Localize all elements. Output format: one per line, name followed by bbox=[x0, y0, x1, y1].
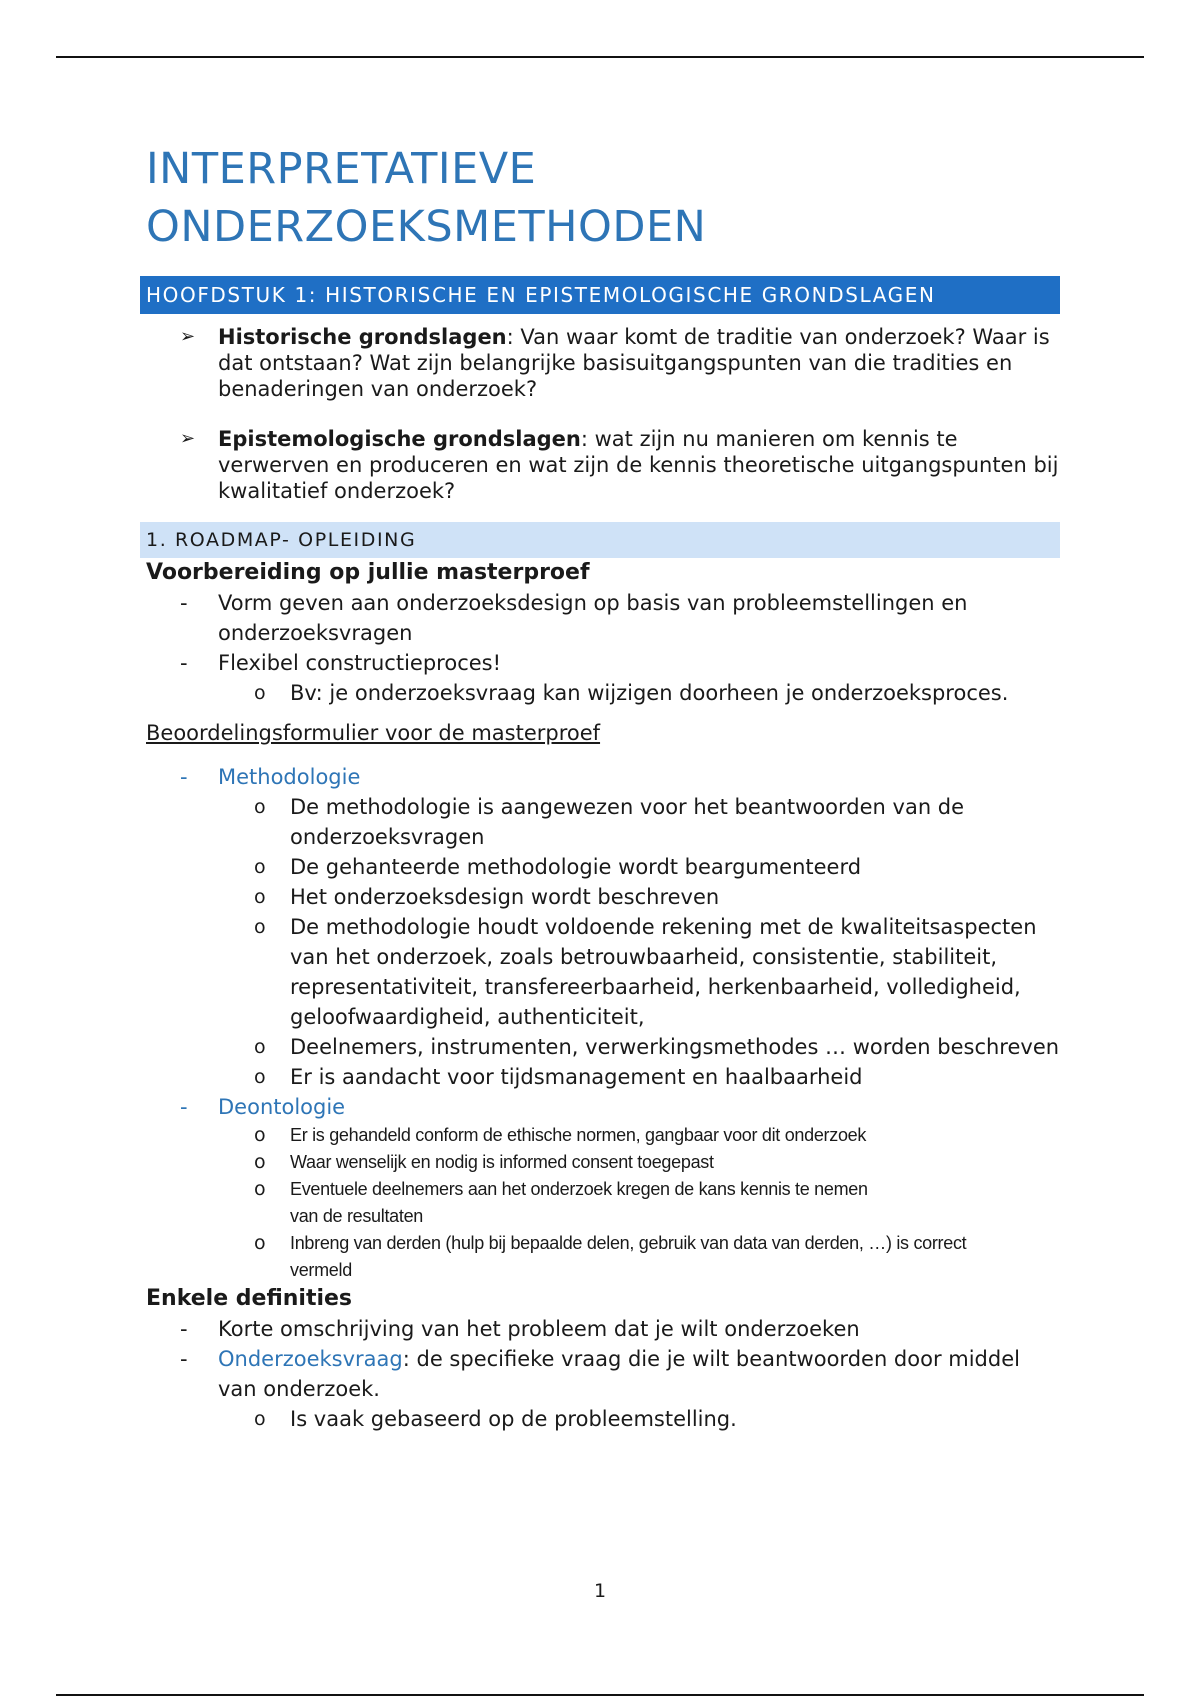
methodologie-sub-item bbox=[146, 912, 1060, 1032]
definition-item bbox=[146, 1344, 1060, 1404]
circle-bullet: o bbox=[254, 1151, 266, 1173]
methodologie-sub-item-text: Het onderzoeksdesign wordt beschreven bbox=[290, 885, 720, 909]
circle-bullet: o bbox=[254, 856, 266, 878]
circle-bullet: o bbox=[254, 1408, 266, 1430]
deontologie-sub-item-text: Eventuele deelnemers aan het onderzoek kregen de kans kennis te nemen van de resultaten bbox=[290, 1179, 868, 1226]
methodologie-sub-item bbox=[146, 792, 1060, 852]
title-line-1: INTERPRETATIEVE bbox=[146, 144, 537, 194]
methodologie-sub-item bbox=[146, 882, 1060, 912]
circle-bullet: o bbox=[254, 916, 266, 938]
intro-item-text: : wat zijn nu manieren om kennis te verwerven en produceren en wat zijn de kennis theoretische uitgangspunten bij kwalitatief onderzoek? bbox=[218, 427, 1059, 503]
dash-bullet: - bbox=[180, 591, 188, 615]
intro-item-historische bbox=[146, 324, 1060, 402]
prep-sub-item-text: Bv: je onderzoeksvraag kan wijzigen doorheen je onderzoeksproces. bbox=[290, 681, 1009, 705]
deontologie-sub-item-text: Waar wenselijk en nodig is informed consent toegepast bbox=[290, 1152, 714, 1172]
circle-bullet: o bbox=[254, 1066, 266, 1088]
top-rule bbox=[56, 56, 1144, 58]
intro-item-term: Epistemologische grondslagen bbox=[218, 427, 581, 451]
methodologie-item bbox=[146, 762, 1060, 792]
methodologie-sub-item bbox=[146, 1032, 1060, 1062]
methodologie-label: Methodologie bbox=[218, 765, 361, 789]
dash-bullet: - bbox=[180, 651, 188, 675]
arrow-bullet-icon: ➢ bbox=[180, 326, 196, 347]
dash-bullet: - bbox=[180, 765, 188, 789]
methodologie-sub-item bbox=[146, 1062, 1060, 1092]
form-heading: Beoordelingsformulier voor de masterproef bbox=[146, 721, 601, 745]
prep-item bbox=[146, 588, 1060, 648]
deontologie-sub-item-text: Er is gehandeld conform de ethische normen, gangbaar voor dit onderzoek bbox=[290, 1125, 867, 1145]
methodologie-sub-item-text: Er is aandacht voor tijdsmanagement en haalbaarheid bbox=[290, 1065, 863, 1089]
prep-item-text: Vorm geven aan onderzoeksdesign op basis van probleemstellingen en onderzoeksvragen bbox=[218, 591, 968, 645]
deontologie-sub-item bbox=[146, 1122, 1060, 1149]
page-content bbox=[146, 140, 1060, 1434]
chapter-heading: HOOFDSTUK 1: HISTORISCHE EN EPISTEMOLOGISCHE GRONDSLAGEN bbox=[140, 276, 1060, 314]
definition-term: Onderzoeksvraag bbox=[218, 1347, 403, 1371]
circle-bullet: o bbox=[254, 1036, 266, 1058]
circle-bullet: o bbox=[254, 1178, 266, 1200]
deontologie-sub-item bbox=[146, 1176, 1060, 1230]
subheading-voorbereiding: Voorbereiding op jullie masterproef bbox=[146, 560, 590, 585]
subheading-definities: Enkele definities bbox=[146, 1286, 353, 1311]
circle-bullet: o bbox=[254, 886, 266, 908]
methodologie-sub-item-text: Deelnemers, instrumenten, verwerkingsmethodes … worden beschreven bbox=[290, 1035, 1060, 1059]
title-line-2: ONDERZOEKSMETHODEN bbox=[146, 202, 707, 252]
methodologie-sub-item-text: De gehanteerde methodologie wordt beargumenteerd bbox=[290, 855, 862, 879]
intro-item-epistemologische bbox=[146, 426, 1060, 504]
intro-item-term: Historische grondslagen bbox=[218, 325, 507, 349]
dash-bullet: - bbox=[180, 1347, 188, 1371]
bottom-rule bbox=[56, 1694, 1144, 1696]
arrow-bullet-icon: ➢ bbox=[180, 428, 196, 449]
methodologie-sub-item bbox=[146, 852, 1060, 882]
deontologie-item bbox=[146, 1092, 1060, 1122]
prep-item bbox=[146, 648, 1060, 678]
definition-sub-item bbox=[146, 1404, 1060, 1434]
document-title bbox=[146, 140, 1060, 256]
intro-item-text: : Van waar komt de traditie van onderzoek? Waar is dat ontstaan? Wat zijn belangrijke basisuitgangspunten van die tradities en benaderingen van onderzoek? bbox=[218, 325, 1050, 401]
circle-bullet: o bbox=[254, 682, 266, 704]
deontologie-sub-item bbox=[146, 1230, 1060, 1284]
dash-bullet: - bbox=[180, 1317, 188, 1341]
circle-bullet: o bbox=[254, 1232, 266, 1254]
definition-item-text: Korte omschrijving van het probleem dat je wilt onderzoeken bbox=[218, 1317, 860, 1341]
circle-bullet: o bbox=[254, 796, 266, 818]
prep-item-text: Flexibel constructieproces! bbox=[218, 651, 502, 675]
section-heading-roadmap: 1. ROADMAP- OPLEIDING bbox=[140, 522, 1060, 558]
definition-sub-item-text: Is vaak gebaseerd op de probleemstelling. bbox=[290, 1407, 737, 1431]
circle-bullet: o bbox=[254, 1124, 266, 1146]
page-number: 1 bbox=[593, 1580, 607, 1602]
methodologie-sub-item-text: De methodologie houdt voldoende rekening met de kwaliteitsaspecten van het onderzoek, zoals betrouwbaarheid, consistentie, stabiliteit, representativiteit, transfereerbaarheid, herkenbaarheid, volledigheid, geloofwaardigheid, authenticiteit, bbox=[290, 915, 1037, 1029]
definition-item bbox=[146, 1314, 1060, 1344]
deontologie-label: Deontologie bbox=[218, 1095, 346, 1119]
definition-item-text: : de specifieke vraag die je wilt beantwoorden door middel van onderzoek. bbox=[218, 1347, 1020, 1401]
deontologie-sub-item bbox=[146, 1149, 1060, 1176]
deontologie-sub-item-text: Inbreng van derden (hulp bij bepaalde delen, gebruik van data van derden, …) is correct vermeld bbox=[290, 1233, 967, 1280]
intro-list bbox=[146, 324, 1060, 504]
methodologie-sub-item-text: De methodologie is aangewezen voor het beantwoorden van de onderzoeksvragen bbox=[290, 795, 965, 849]
prep-sub-item bbox=[146, 678, 1060, 708]
dash-bullet: - bbox=[180, 1095, 188, 1119]
